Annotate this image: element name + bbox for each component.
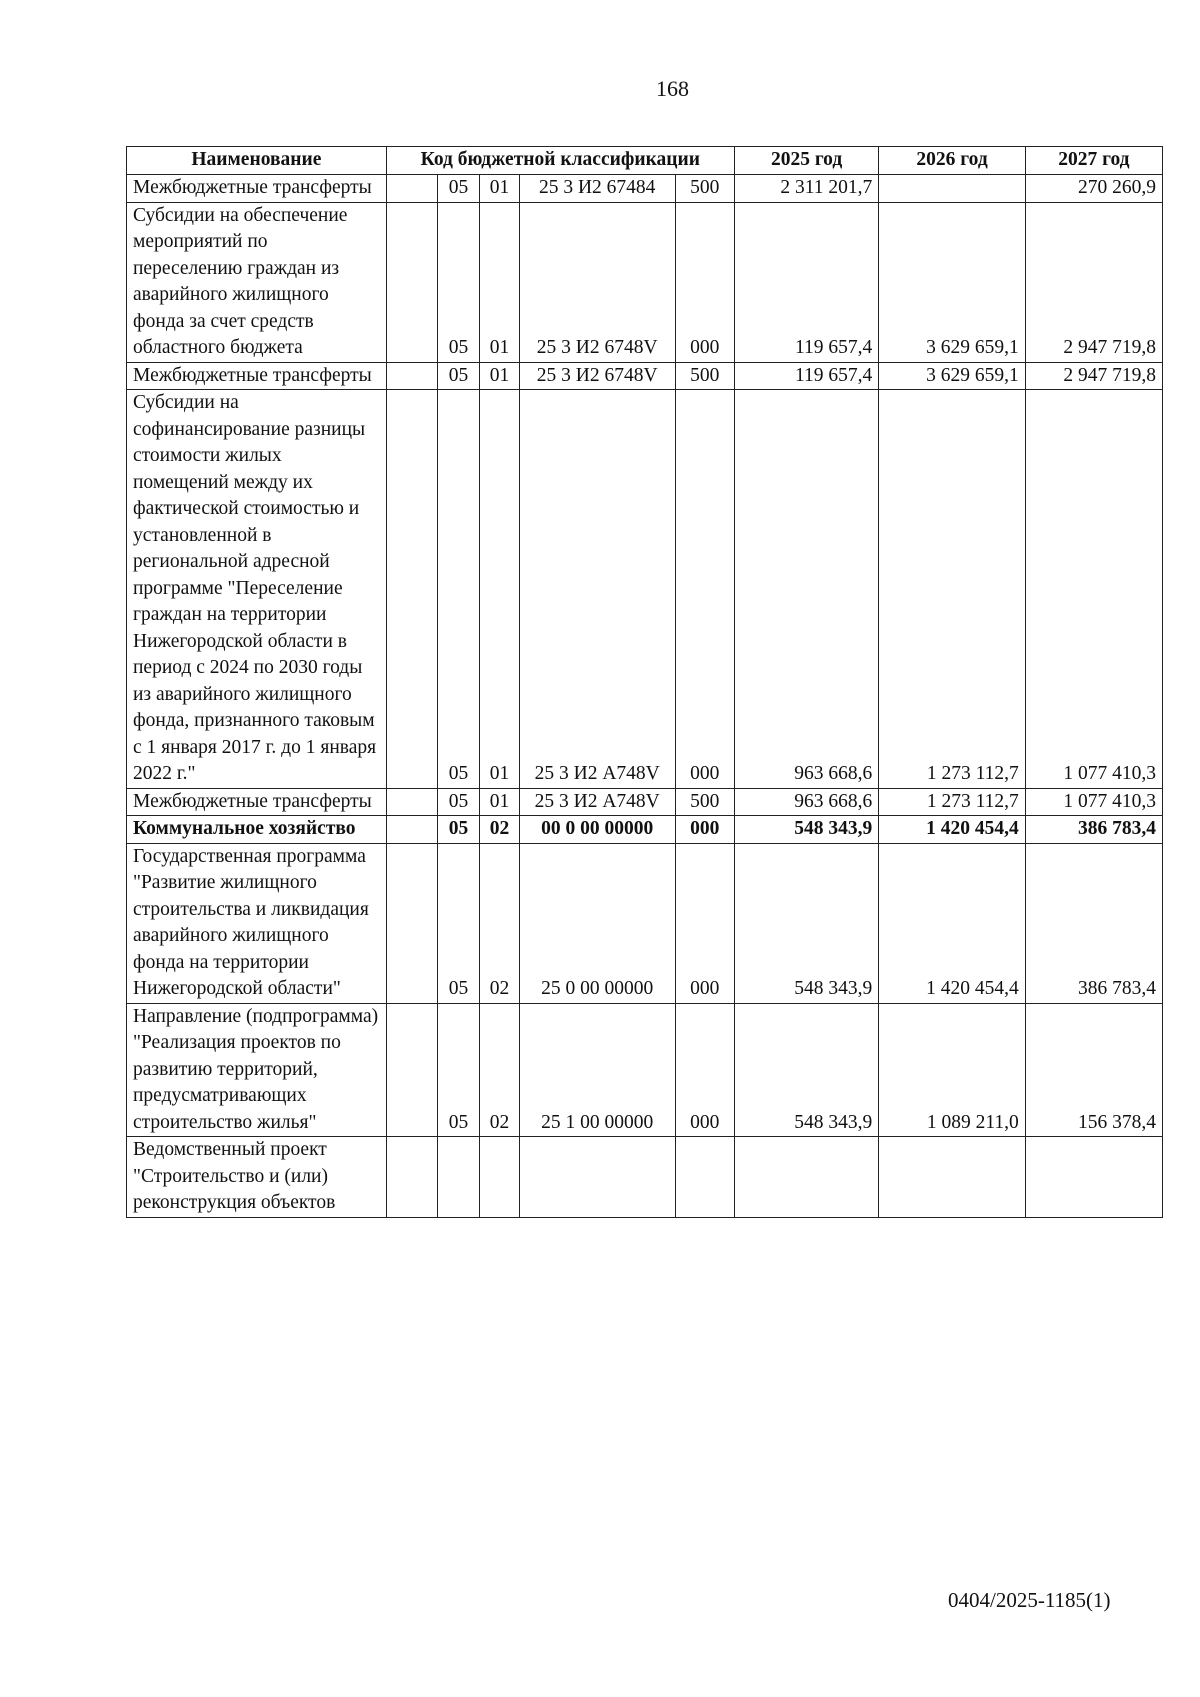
table-row xyxy=(127,843,1163,1003)
row-amount-2026: 3 629 659,1 xyxy=(879,202,1026,362)
row-amount-2025 xyxy=(734,1137,878,1218)
row-expense-type xyxy=(675,1137,734,1218)
row-amount-2026: 1 273 112,7 xyxy=(879,390,1026,789)
row-section: 05 xyxy=(437,175,480,203)
row-subsection: 01 xyxy=(480,788,519,816)
row-expense-type: 000 xyxy=(675,816,734,844)
row-section: 05 xyxy=(437,202,480,362)
row-section xyxy=(437,1137,480,1218)
row-amount-2026: 1 273 112,7 xyxy=(879,788,1026,816)
row-section: 05 xyxy=(437,843,480,1003)
row-target-article: 25 3 И2 67484 xyxy=(519,175,675,203)
row-amount-2027: 2 947 719,8 xyxy=(1025,202,1162,362)
row-expense-type: 000 xyxy=(675,843,734,1003)
row-amount-2025: 2 311 201,7 xyxy=(734,175,878,203)
row-section: 05 xyxy=(437,1003,480,1137)
table-row xyxy=(127,816,1163,844)
row-name: Межбюджетные трансферты xyxy=(127,788,387,816)
row-target-article xyxy=(519,1137,675,1218)
row-expense-type: 000 xyxy=(675,1003,734,1137)
header-name: Наименование xyxy=(127,147,387,175)
row-amount-2025: 963 668,6 xyxy=(734,390,878,789)
row-amount-2025: 119 657,4 xyxy=(734,362,878,390)
row-subsection: 01 xyxy=(480,362,519,390)
row-amount-2026 xyxy=(879,175,1026,203)
header-code: Код бюджетной классификации xyxy=(386,147,734,175)
header-2026: 2026 год xyxy=(879,147,1026,175)
budget-table xyxy=(126,146,1163,1218)
table-header-row xyxy=(127,147,1163,175)
document-code: 0404/2025-1185(1) xyxy=(948,1588,1111,1612)
row-target-article: 25 3 И2 А748V xyxy=(519,390,675,789)
row-target-article: 25 1 00 00000 xyxy=(519,1003,675,1137)
row-subsection: 01 xyxy=(480,390,519,789)
row-name: Направление (подпрограмма) "Реализация проектов по развитию территорий, предусматривающих строительство жилья" xyxy=(127,1003,387,1137)
header-2025: 2025 год xyxy=(734,147,878,175)
table-row xyxy=(127,1137,1163,1218)
row-amount-2027: 386 783,4 xyxy=(1025,843,1162,1003)
row-name: Межбюджетные трансферты xyxy=(127,362,387,390)
row-empty xyxy=(386,843,437,1003)
row-expense-type: 500 xyxy=(675,362,734,390)
row-amount-2027 xyxy=(1025,1137,1162,1218)
row-empty xyxy=(386,1003,437,1137)
row-empty xyxy=(386,202,437,362)
row-amount-2026: 3 629 659,1 xyxy=(879,362,1026,390)
row-amount-2025: 963 668,6 xyxy=(734,788,878,816)
row-name: Межбюджетные трансферты xyxy=(127,175,387,203)
row-subsection xyxy=(480,1137,519,1218)
row-subsection: 01 xyxy=(480,175,519,203)
row-amount-2026 xyxy=(879,1137,1026,1218)
row-amount-2025: 548 343,9 xyxy=(734,816,878,844)
row-target-article: 25 3 И2 А748V xyxy=(519,788,675,816)
row-expense-type: 500 xyxy=(675,175,734,203)
row-amount-2027: 2 947 719,8 xyxy=(1025,362,1162,390)
row-expense-type: 000 xyxy=(675,390,734,789)
row-target-article: 25 3 И2 6748V xyxy=(519,202,675,362)
row-amount-2026: 1 089 211,0 xyxy=(879,1003,1026,1137)
row-section: 05 xyxy=(437,390,480,789)
row-name: Субсидии на софинансирование разницы стоимости жилых помещений между их фактической стоимостью и установленной в региональной адресной программе "Переселение граждан на территории Нижегородской области в период с 2024 по 2030 годы из аварийного жилищного фонда, признанного таковым с 1 января 2017 г. до 1 января 2022 г." xyxy=(127,390,387,789)
row-expense-type: 000 xyxy=(675,202,734,362)
row-target-article: 00 0 00 00000 xyxy=(519,816,675,844)
row-name: Субсидии на обеспечение мероприятий по переселению граждан из аварийного жилищного фонда за счет средств областного бюджета xyxy=(127,202,387,362)
row-empty xyxy=(386,1137,437,1218)
row-empty xyxy=(386,788,437,816)
row-section: 05 xyxy=(437,788,480,816)
row-subsection: 02 xyxy=(480,843,519,1003)
row-amount-2027: 156 378,4 xyxy=(1025,1003,1162,1137)
row-amount-2027: 1 077 410,3 xyxy=(1025,390,1162,789)
row-target-article: 25 3 И2 6748V xyxy=(519,362,675,390)
row-section: 05 xyxy=(437,362,480,390)
table-row xyxy=(127,362,1163,390)
row-name: Коммунальное хозяйство xyxy=(127,816,387,844)
table-row xyxy=(127,202,1163,362)
row-amount-2025: 548 343,9 xyxy=(734,843,878,1003)
row-empty xyxy=(386,362,437,390)
row-amount-2026: 1 420 454,4 xyxy=(879,843,1026,1003)
row-amount-2027: 270 260,9 xyxy=(1025,175,1162,203)
row-amount-2026: 1 420 454,4 xyxy=(879,816,1026,844)
row-amount-2025: 548 343,9 xyxy=(734,1003,878,1137)
header-2027: 2027 год xyxy=(1025,147,1162,175)
table-row xyxy=(127,788,1163,816)
row-expense-type: 500 xyxy=(675,788,734,816)
table-row xyxy=(127,1003,1163,1137)
row-amount-2027: 1 077 410,3 xyxy=(1025,788,1162,816)
row-empty xyxy=(386,816,437,844)
row-name: Ведомственный проект "Строительство и (или) реконструкция объектов xyxy=(127,1137,387,1218)
row-target-article: 25 0 00 00000 xyxy=(519,843,675,1003)
table-row xyxy=(127,390,1163,789)
row-section: 05 xyxy=(437,816,480,844)
row-amount-2027: 386 783,4 xyxy=(1025,816,1162,844)
page-number: 168 xyxy=(656,76,689,101)
table-row xyxy=(127,175,1163,203)
row-name: Государственная программа "Развитие жилищного строительства и ликвидация аварийного жилищного фонда на территории Нижегородской области" xyxy=(127,843,387,1003)
row-subsection: 02 xyxy=(480,816,519,844)
row-empty xyxy=(386,175,437,203)
row-subsection: 01 xyxy=(480,202,519,362)
row-empty xyxy=(386,390,437,789)
row-amount-2025: 119 657,4 xyxy=(734,202,878,362)
row-subsection: 02 xyxy=(480,1003,519,1137)
